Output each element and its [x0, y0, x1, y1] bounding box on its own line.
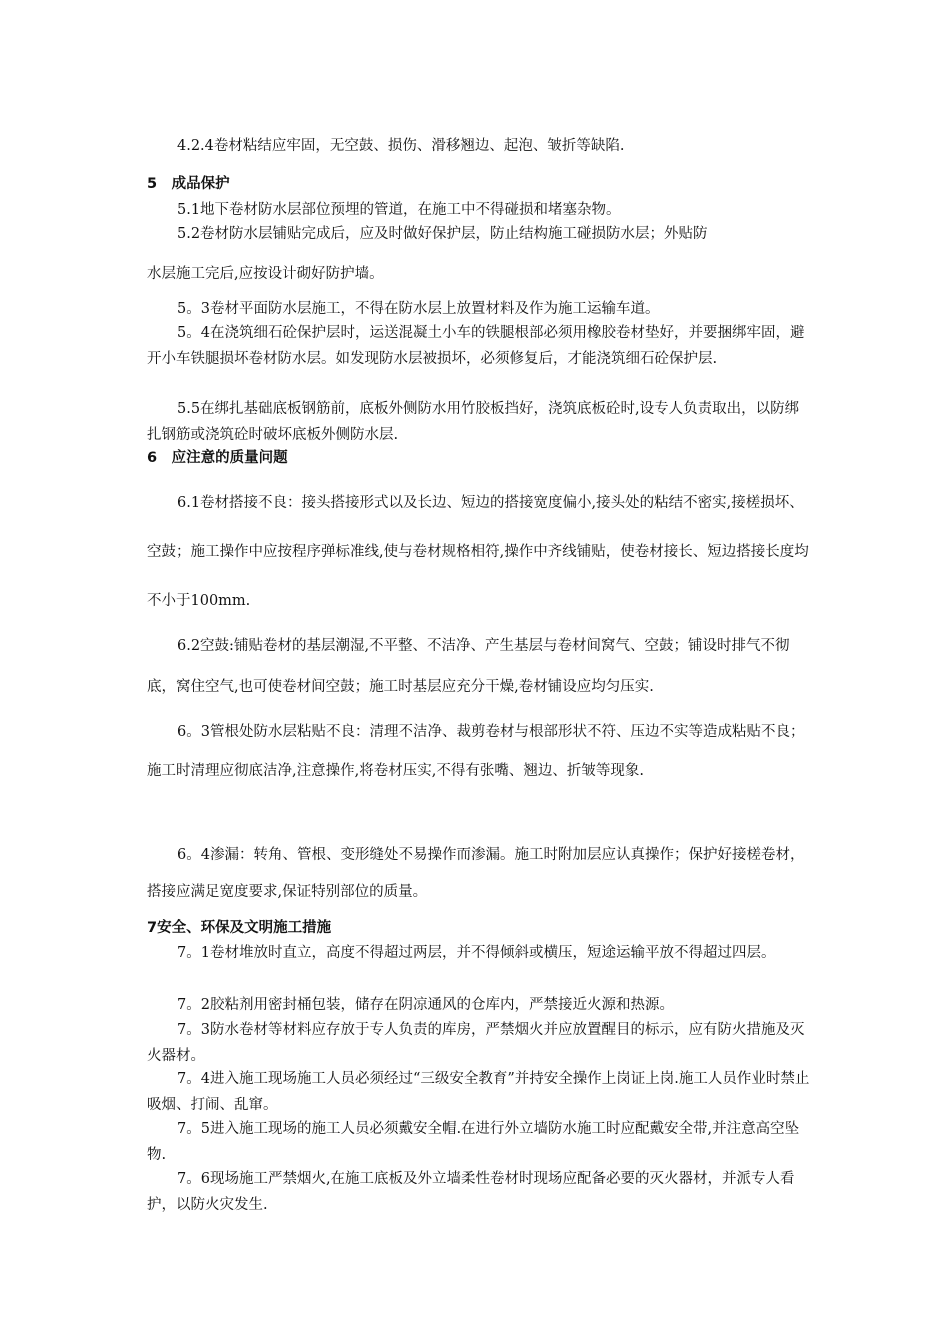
paragraph-5-5: 5.5在绑扎基础底板钢筋前，底板外侧防水用竹胶板挡好，浇筑底板砼时,设专人负责取出，以防绑扎钢筋或浇筑砼时破坏底板外侧防水层. — [147, 401, 800, 443]
section-heading-6: 6 应注意的质量问题 — [147, 450, 288, 466]
paragraph-7-2: 7。2胶粘剂用密封桶包装，储存在阴凉通风的仓库内，严禁接近火源和热源。 — [177, 997, 674, 1013]
paragraph-5-4: 5。4在浇筑细石砼保护层时，运送混凝土小车的铁腿根部必须用橡胶卷材垫好，并要捆绑牢固，避开小车铁腿损坏卷材防水层。如发现防水层被损坏，必须修复后，才能浇筑细石砼保护层. — [147, 325, 805, 367]
paragraph-5-2-line2: 水层施工完后,应按设计砌好防护墙。 — [147, 266, 384, 282]
paragraph-6-4: 6。4渗漏：转角、管根、变形缝处不易操作而渗漏。施工时附加层应认真操作；保护好接槎卷材，搭接应满足宽度要求,保证特别部位的质量。 — [147, 847, 805, 900]
paragraph-6-2: 6.2空鼓:铺贴卷材的基层潮湿,不平整、不洁净、产生基层与卷材间窝气、空鼓；铺设时排气不彻底，窝住空气,也可使卷材间空鼓；施工时基层应充分干燥,卷材铺设应均匀压实. — [147, 638, 790, 695]
section-heading-5: 5 成品保护 — [147, 176, 230, 192]
paragraph-7-4: 7。4进入施工现场施工人员必须经过“三级安全教育”并持安全操作上岗证上岗.施工人员作业时禁止吸烟、打闹、乱窜。 — [147, 1071, 810, 1113]
paragraph-7-1: 7。1卷材堆放时直立，高度不得超过两层，并不得倾斜或横压，短途运输平放不得超过四层。 — [177, 945, 776, 961]
paragraph-4-2-4: 4.2.4卷材粘结应牢固，无空鼓、损伤、滑移翘边、起泡、皱折等缺陷. — [177, 138, 625, 154]
paragraph-5-1: 5.1地下卷材防水层部位预埋的管道，在施工中不得碰损和堵塞杂物。 — [177, 202, 621, 218]
paragraph-6-3: 6。3管根处防水层粘贴不良：清理不洁净、裁剪卷材与根部形状不符、压边不实等造成粘贴不良；施工时清理应彻底洁净,注意操作,将卷材压实,不得有张嘴、翘边、折皱等现象. — [147, 724, 805, 779]
paragraph-5-2-line1: 5.2卷材防水层铺贴完成后，应及时做好保护层，防止结构施工碰损防水层；外贴防 — [177, 226, 708, 242]
paragraph-7-3: 7。3防水卷材等材料应存放于专人负责的库房，严禁烟火并应放置醒目的标示，应有防火措施及灭火器材。 — [147, 1022, 805, 1064]
paragraph-7-5: 7。5进入施工现场的施工人员必须戴安全帽.在进行外立墙防水施工时应配戴安全带,并注意高空坠物. — [147, 1121, 800, 1163]
section-heading-7: 7安全、环保及文明施工措施 — [147, 920, 332, 936]
paragraph-7-6: 7。6现场施工严禁烟火,在施工底板及外立墙柔性卷材时现场应配备必要的灭火器材，并派专人看护，以防火灾发生. — [147, 1171, 795, 1213]
paragraph-6-1: 6.1卷材搭接不良：接头搭接形式以及长边、短边的搭接宽度偏小,接头处的粘结不密实,接槎损坏、空鼓；施工操作中应按程序弹标准线,使与卷材规格相符,操作中齐线铺贴，使卷材接长、短边搭接长度均不小于100mm. — [147, 495, 809, 609]
paragraph-5-3: 5。3卷材平面防水层施工，不得在防水层上放置材料及作为施工运输车道。 — [177, 301, 660, 317]
